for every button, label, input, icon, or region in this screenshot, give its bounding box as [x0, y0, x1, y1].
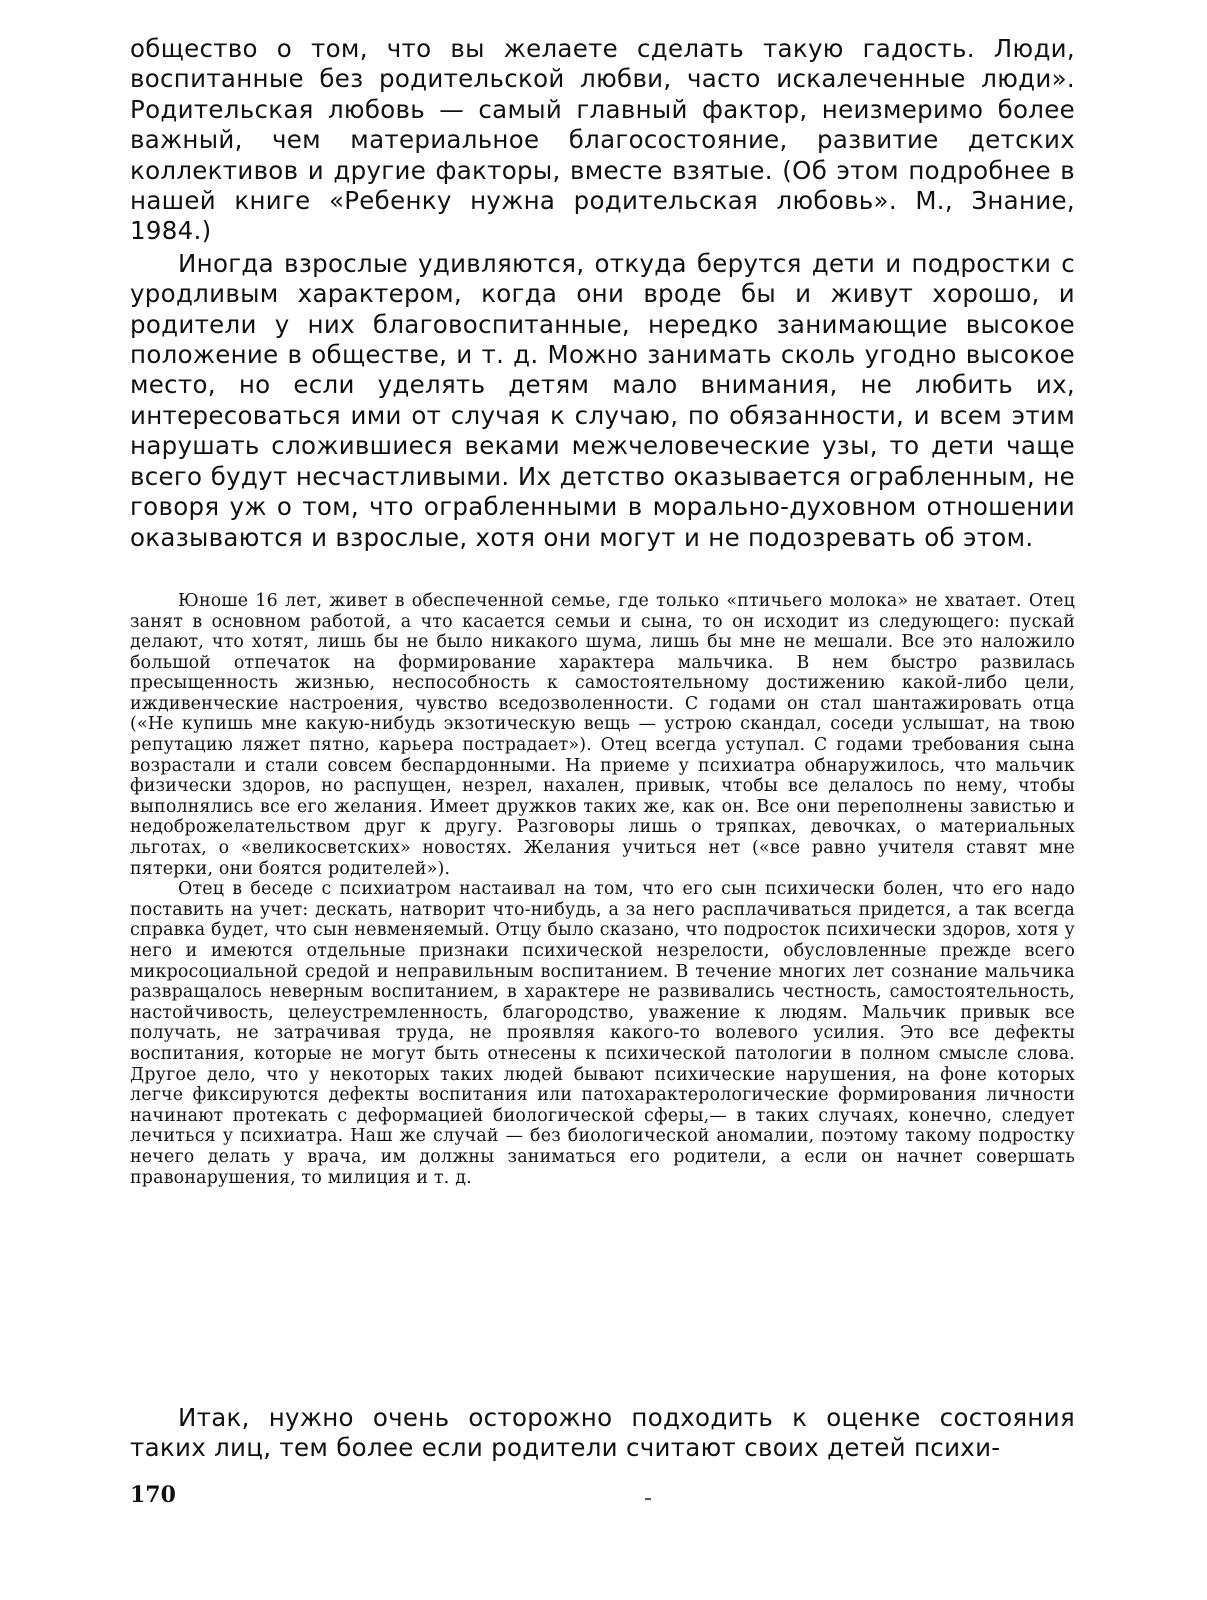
page-number: 170 — [130, 1482, 176, 1508]
document-page — [130, 34, 1075, 1463]
body-paragraph-continuation: общество о том, что вы желаете сделать такую гадость. Люди, воспитанные без родительской любви, часто искалеченные люди». Родительская любовь — самый главный фактор, неизмеримо более важный, чем материальное благосостояние, развитие детских коллективов и другие факторы, вместе взятые. (Об этом подробнее в нашей книге «Ребенку нужна родительская любовь». М., Знание, 1984.) — [130, 34, 1075, 246]
scan-speck — [645, 1498, 651, 1500]
body-paragraph: Иногда взрослые удивляются, откуда берутся дети и подростки с уродливым характером, когда они вроде бы и живут хорошо, и родители у них благовоспитанные, нередко занимающие высокое положение в обществе, и т. д. Можно занимать сколь угодно высокое место, но если уделять детям мало внимания, не любить их, интересоваться ими от случая к случаю, по обязанности, и всем этим нарушать сложившиеся веками межчеловеческие узы, то дети чаще всего будут несчастливыми. Их детство оказывается ограбленным, не говоря уж о том, что ограбленными в морально-духовном отношении оказываются и взрослые, хотя они могут и не подозревать об этом. — [130, 248, 1075, 552]
case-study — [130, 591, 1075, 1188]
case-paragraph: Юноше 16 лет, живет в обеспеченной семье, где только «птичьего молока» не хватает. Отец занят в основном работой, а что касается семьи и сына, то он исходит из следующего: пускай делают, что хотят, лишь бы не было никакого шума, лишь бы мне не мешали. Все это наложило большой отпечаток на формирование характера мальчика. В нем быстро развилась пресыщенность жизнью, неспособность к самостоятельному достижению какой-либо цели, иждивенческие настроения, чувство вседозволенности. С годами он стал шантажировать отца («Не купишь мне какую-нибудь экзотическую вещь — устрою скандал, соседи услышат, на твою репутацию ляжет пятно, карьера пострадает»). Отец всегда уступал. С годами требования сына возрастали и стали совсем беспардонными. На приеме у психиатра обнаружилось, что мальчик физически здоров, но распущен, незрел, нахален, привык, чтобы все делалось по нему, чтобы выполнялись все его желания. Имеет дружков таких же, как он. Все они переполнены завистью и недоброжелательством друг к другу. Разговоры лишь о тряпках, девочках, о материальных льготах, о «великосветских» новостях. Желания учиться нет («все равно учителя ставят мне пятерки, они боятся родителей»). — [130, 590, 1075, 879]
body-paragraph-final: Итак, нужно очень осторожно подходить к оценке состояния таких лиц, тем более если родители считают своих детей психи- — [130, 1403, 1075, 1463]
case-paragraph: Отец в беседе с психиатром настаивал на том, что его сын психически болен, что его надо поставить на учет: дескать, натворит что-нибудь, а за него расплачиваться придется, а так всегда справка будет, что сын невменяемый. Отцу было сказано, что подросток психически здоров, хотя у него и имеются отдельные признаки психической незрелости, обусловленные прежде всего микросоциальной средой и неправильным воспитанием. В течение многих лет сознание мальчика развращалось неверным воспитанием, в характере не развивались честность, самостоятельность, настойчивость, целеустремленность, благородство, уважение к людям. Мальчик привык все получать, не затрачивая труда, не проявляя какого-то волевого усилия. Это все дефекты воспитания, которые не могут быть отнесены к психической патологии в полном смысле слова. Другое дело, что у некоторых таких людей бывают психические нарушения, на фоне которых легче фиксируются дефекты воспитания или патохарактерологические формирования личности начинают протекать с деформацией биологической сферы,— в таких случаях, конечно, следует лечиться у психиатра. Наш же случай — без биологической аномалии, поэтому такому подростку нечего делать у врача, им должны заниматься его родители, а если он начнет совершать правонарушения, то милиция и т. д. — [130, 879, 1075, 1188]
